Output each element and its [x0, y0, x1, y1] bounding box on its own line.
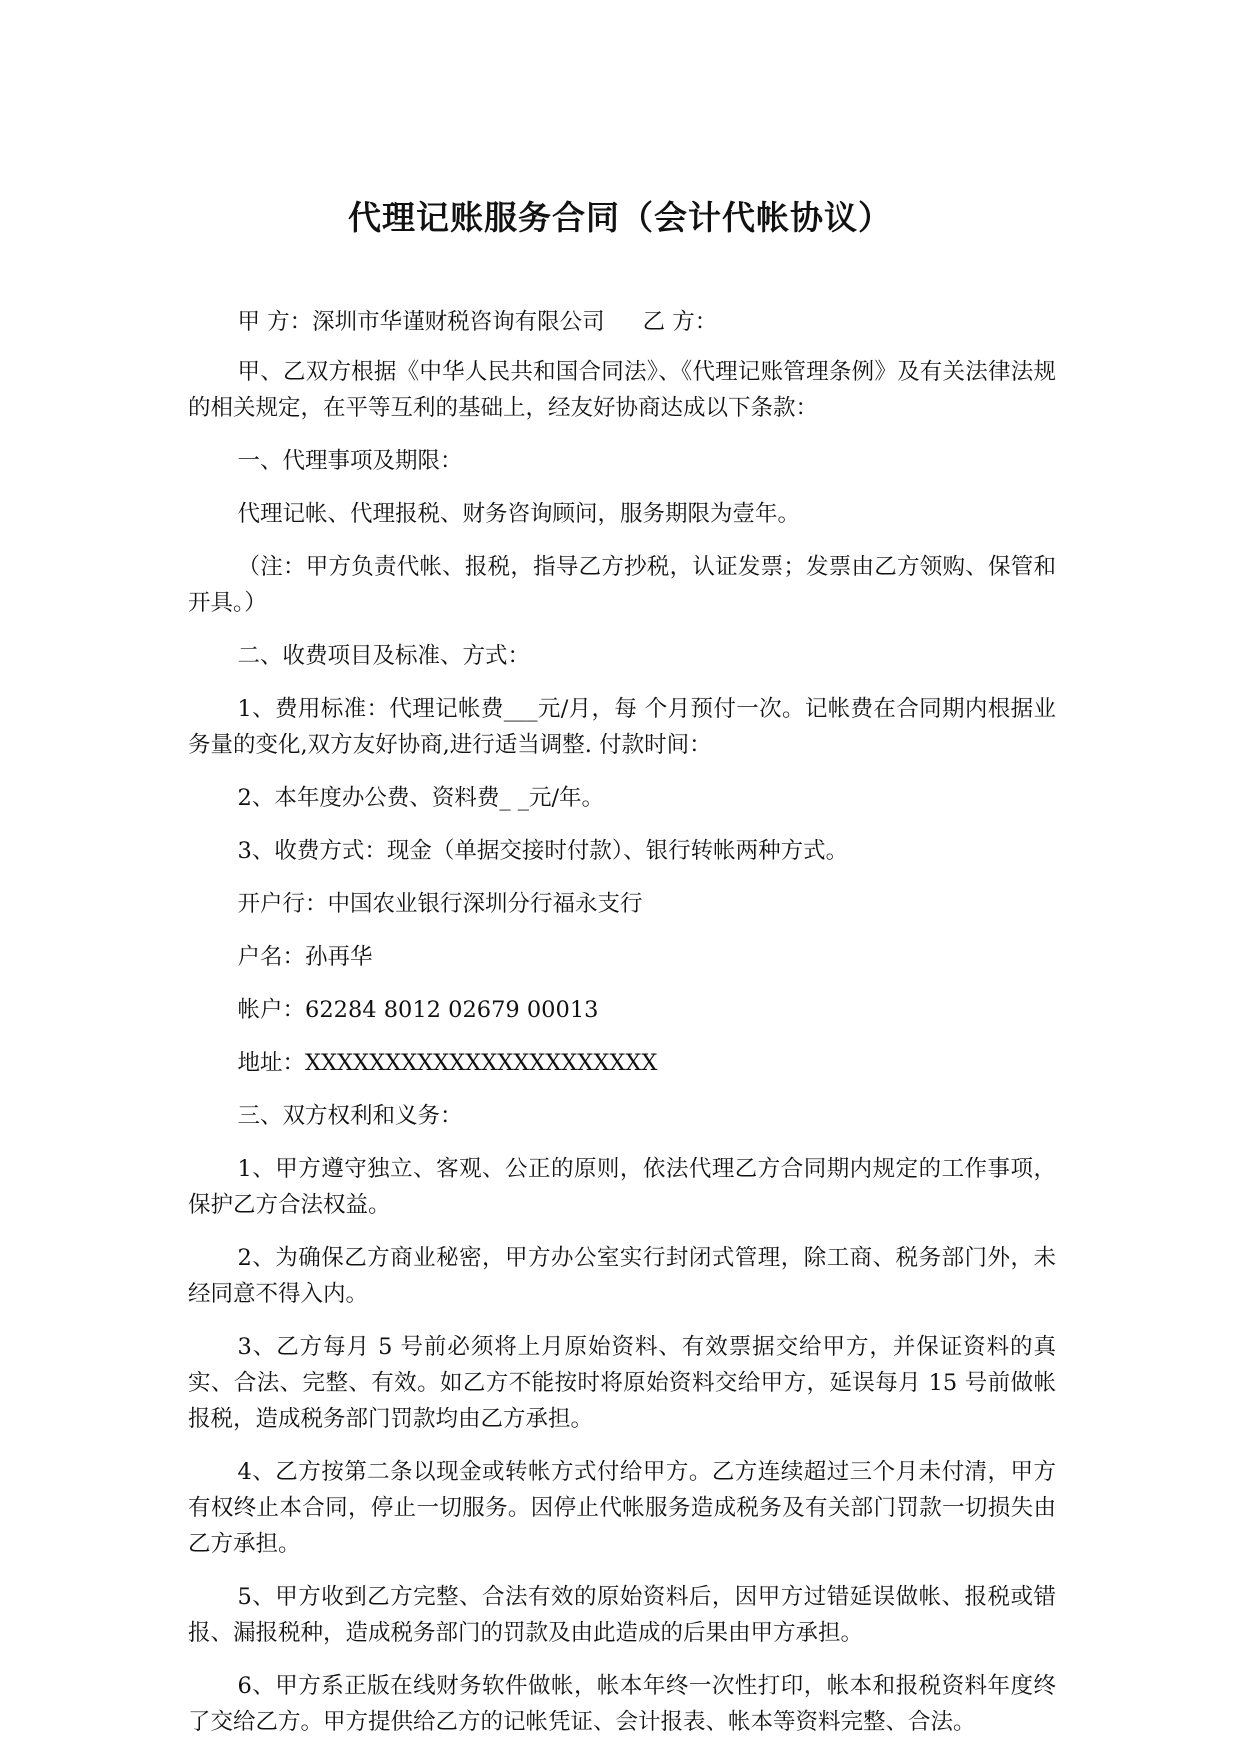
bank-name: 开户行：中国农业银行深圳分行福永支行 — [237, 891, 643, 917]
document-title: 代理记账服务合同（会计代帐协议） — [348, 198, 892, 237]
paragraph: 2、为确保乙方商业秘密，甲方办公室实行封闭式管理，除工商、税务部门外，未经同意不得入内。 — [188, 1245, 1056, 1307]
paragraph-preamble: 甲、乙双方根据《中华人民共和国合同法》、《代理记账管理条例》及有关法律法规的相关规定，在平等互利的基础上，经友好协商达成以下条款： — [188, 359, 1056, 421]
paragraph: 3、乙方每月 5 号前必须将上月原始资料、有效票据交给甲方，并保证资料的真实、合法、完整、有效。如乙方不能按时将原始资料交给甲方，延误每月 15 号前做帐报税，造成税务部门罚款均由乙方承担。 — [188, 1334, 1056, 1432]
section-heading-1: 一、代理事项及期限： — [237, 448, 463, 474]
paragraph-note: （注：甲方负责代帐、报税，指导乙方抄税，认证发票；发票由乙方领购、保管和开具。） — [188, 554, 1056, 616]
paragraph: 代理记帐、代理报税、财务咨询顾问，服务期限为壹年。 — [237, 501, 801, 527]
paragraph: 3、收费方式：现金（单据交接时付款）、银行转帐两种方式。 — [237, 838, 849, 864]
document-body — [188, 304, 1056, 1757]
paragraph: 2、本年度办公费、资料费_ _元/年。 — [237, 785, 605, 811]
address: 地址：XXXXXXXXXXXXXXXXXXXXXX — [237, 1050, 658, 1076]
account-holder: 户名：孙再华 — [237, 944, 373, 970]
parties-line — [188, 304, 1056, 340]
paragraph: 5、甲方收到乙方完整、合法有效的原始资料后，因甲方过错延误做帐、报税或错报、漏报税种，造成税务部门的罚款及由此造成的后果由甲方承担。 — [188, 1584, 1056, 1646]
account-number: 帐户：62284 8012 02679 00013 — [237, 997, 599, 1023]
paragraph: 1、甲方遵守独立、客观、公正的原则，依法代理乙方合同期内规定的工作事项，保护乙方合法权益。 — [188, 1156, 1056, 1218]
party-a: 甲 方：深圳市华谨财税咨询有限公司 — [237, 309, 605, 335]
paragraph: 6、甲方系正版在线财务软件做帐，帐本年终一次性打印，帐本和报税资料年度终了交给乙方。甲方提供给乙方的记帐凭证、会计报表、帐本等资料完整、合法。 — [188, 1673, 1056, 1735]
party-b: 乙 方： — [642, 309, 718, 335]
paragraph: 4、乙方按第二条以现金或转帐方式付给甲方。乙方连续超过三个月未付清，甲方有权终止本合同，停止一切服务。因停止代帐服务造成税务及有关部门罚款一切损失由乙方承担。 — [188, 1459, 1056, 1557]
section-heading-3: 三、双方权利和义务： — [237, 1103, 463, 1129]
section-heading-2: 二、收费项目及标准、方式： — [237, 643, 531, 669]
paragraph: 1、费用标准：代理记帐费___元/月，每 个月预付一次。记帐费在合同期内根据业务量的变化,双方友好协商,进行适当调整. 付款时间： — [188, 696, 1056, 758]
